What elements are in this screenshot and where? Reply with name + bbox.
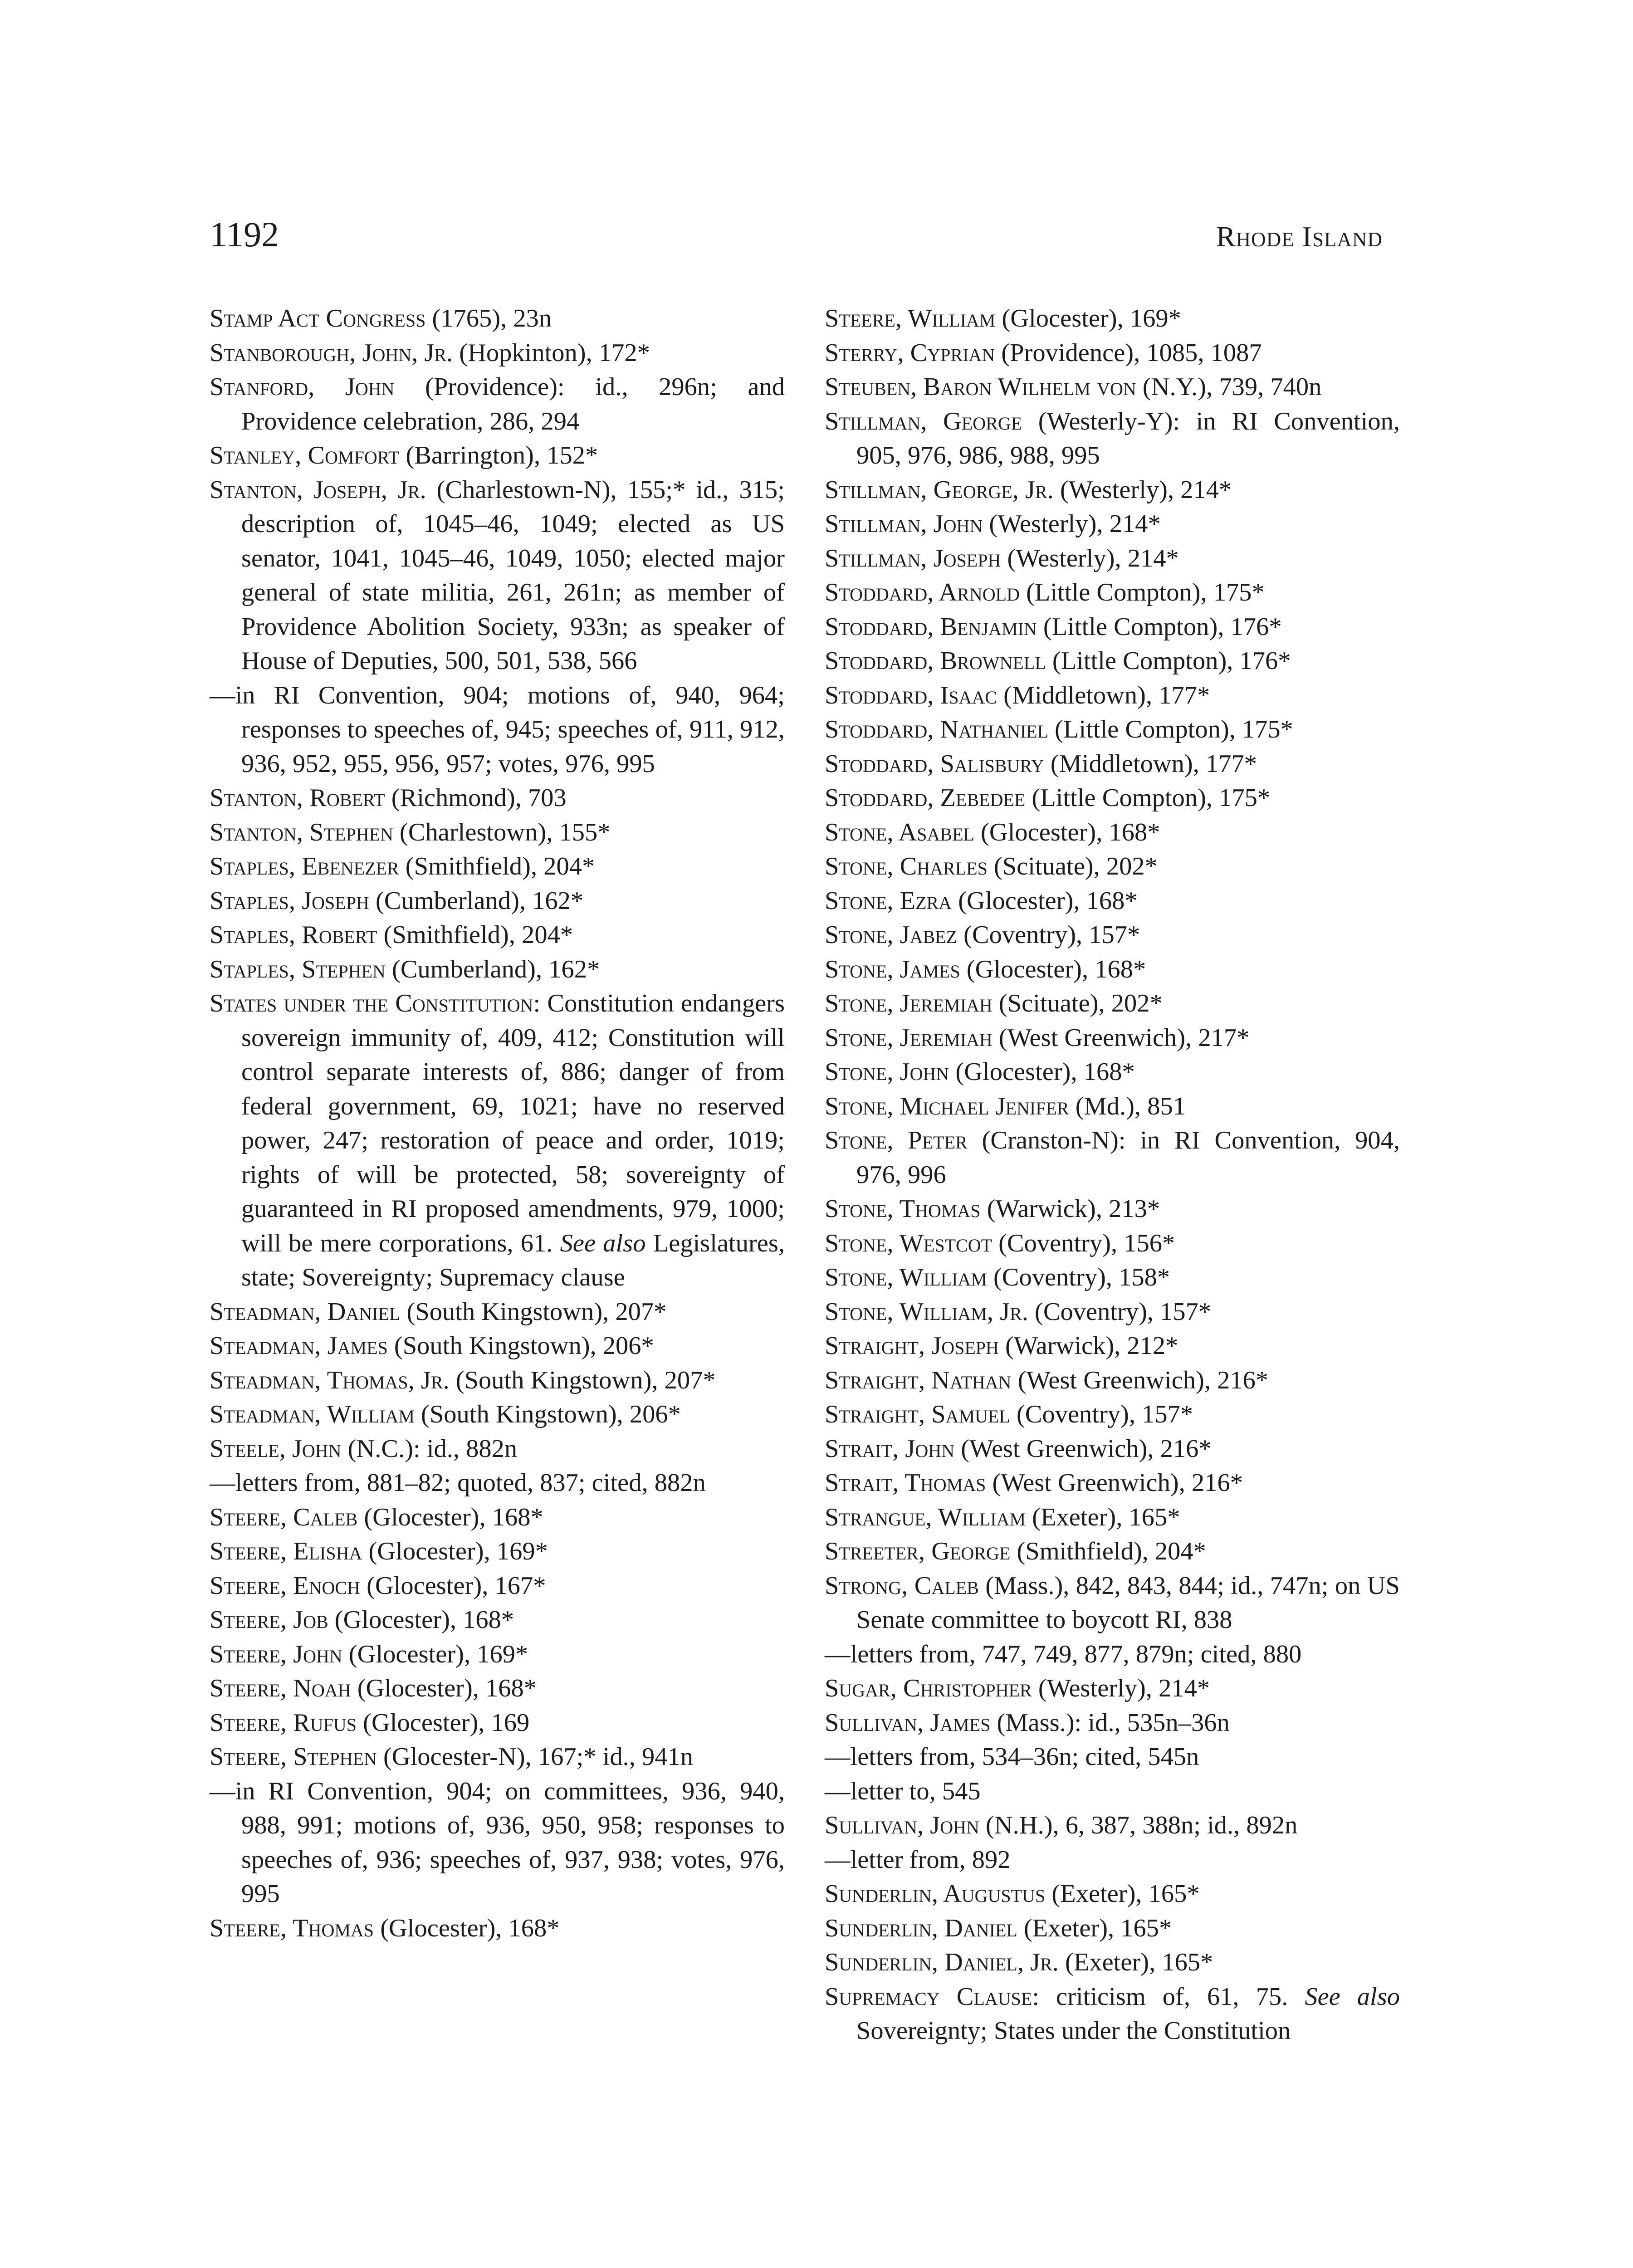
index-entry xyxy=(825,370,1400,405)
index-entry xyxy=(825,507,1400,542)
index-entry xyxy=(825,1398,1400,1432)
entry-text: (Glocester), 169* xyxy=(342,1640,528,1668)
see-also-label: See also xyxy=(560,1229,646,1257)
index-entry xyxy=(825,576,1400,610)
entry-text: (Little Compton), 176* xyxy=(1046,647,1291,675)
entry-text: (Cumberland), 162* xyxy=(369,886,584,915)
index-entry xyxy=(825,1911,1400,1946)
entry-text: (Coventry), 158* xyxy=(987,1263,1170,1291)
entry-text: (Little Compton), 176* xyxy=(1037,612,1282,641)
index-entry xyxy=(825,1672,1400,1706)
index-entry xyxy=(825,1637,1400,1672)
entry-name: Stanton, Stephen xyxy=(210,818,393,846)
entry-name: Supremacy Clause xyxy=(825,1982,1032,2011)
entry-text: (1765), 23n xyxy=(425,304,552,332)
entry-name: Stoddard, Benjamin xyxy=(825,612,1037,641)
index-entry xyxy=(825,302,1400,336)
entry-name: Steadman, William xyxy=(210,1400,415,1428)
index-entry xyxy=(825,473,1400,508)
index-entry xyxy=(825,781,1400,816)
entry-text: —in RI Convention, 904; motions of, 940, 964; responses to speeches of, 945; speeches of, 911, 912, 936, 952, 955, 956, 957; votes, 976, 995 xyxy=(210,681,785,778)
index-entry xyxy=(210,336,785,371)
index-entry xyxy=(825,1569,1400,1637)
entry-name: Steere, Noah xyxy=(210,1674,351,1702)
index-entry xyxy=(210,1329,785,1364)
page-number: 1192 xyxy=(210,215,279,254)
entry-text: —letters from, 747, 749, 877, 879n; cited, 880 xyxy=(825,1640,1302,1668)
index-entry xyxy=(825,850,1400,884)
entry-name: Stone, Thomas xyxy=(825,1195,981,1223)
entry-name: Stamp Act Congress xyxy=(210,304,426,332)
entry-name: Stone, Westcot xyxy=(825,1229,993,1257)
see-also-label: See also xyxy=(1305,1982,1400,2011)
entry-text: (Little Compton), 175* xyxy=(1019,578,1265,606)
index-entry xyxy=(825,1227,1400,1261)
entry-text: (Charlestown), 155* xyxy=(393,818,611,846)
entry-name: Stoddard, Brownell xyxy=(825,647,1046,675)
entry-name: Straight, Joseph xyxy=(825,1332,999,1360)
index-entry xyxy=(825,644,1400,679)
index-entry xyxy=(825,1843,1400,1877)
entry-name: Steere, Elisha xyxy=(210,1537,362,1565)
index-entry xyxy=(825,1809,1400,1843)
entry-name: Stillman, George, Jr. xyxy=(825,475,1054,504)
entry-name: Sunderlin, Augustus xyxy=(825,1880,1046,1908)
entry-text: (Providence), 1085, 1087 xyxy=(995,338,1262,367)
index-entry xyxy=(210,1911,785,1946)
entry-name: Stanley, Comfort xyxy=(210,441,400,469)
entry-text: (Md.), 851 xyxy=(1069,1092,1186,1120)
entry-text: (South Kingstown), 206* xyxy=(414,1400,681,1428)
entry-text: (Warwick), 213* xyxy=(980,1195,1160,1223)
entry-text: (West Greenwich), 216* xyxy=(986,1469,1243,1497)
entry-text: (Hopkinton), 172* xyxy=(453,338,650,367)
entry-text: (N.Y.), 739, 740n xyxy=(1136,373,1322,401)
index-entry xyxy=(210,918,785,953)
entry-name: Steele, John xyxy=(210,1434,342,1463)
entry-name: Steere, John xyxy=(210,1640,342,1668)
index-column-left xyxy=(210,302,785,1945)
entry-text: (Glocester), 169* xyxy=(362,1537,548,1565)
entry-text: (Glocester), 168* xyxy=(374,1914,560,1942)
entry-name: Steere, Caleb xyxy=(210,1503,358,1531)
see-also-text: Legislatures, state; Sovereignty; Supremacy clause xyxy=(241,1229,785,1291)
index-entry xyxy=(210,1774,785,1911)
entry-name: Steere, Stephen xyxy=(210,1743,377,1771)
index-entry xyxy=(825,1740,1400,1774)
index-entry xyxy=(210,1295,785,1330)
index-entry xyxy=(825,747,1400,782)
entry-name: Sugar, Christopher xyxy=(825,1674,1032,1702)
entry-name: Stanton, Robert xyxy=(210,784,385,812)
index-entry xyxy=(210,781,785,816)
entry-text: (Glocester), 169 xyxy=(357,1708,530,1737)
entry-name: Staples, Joseph xyxy=(210,886,369,915)
entry-text: (Middletown), 177* xyxy=(997,681,1210,709)
index-entry xyxy=(210,884,785,919)
entry-text: (Westerly-Y): in RI Convention, 905, 976, 986, 988, 995 xyxy=(856,407,1400,469)
see-also-text: Sovereignty; States under the Constitution xyxy=(856,2017,1291,2045)
index-entry xyxy=(210,850,785,884)
entry-text: (Coventry), 157* xyxy=(1010,1400,1193,1428)
entry-text: (Exeter), 165* xyxy=(1058,1948,1213,1976)
entry-name: Stone, John xyxy=(825,1058,949,1086)
entry-text: (Glocester), 169* xyxy=(995,304,1181,332)
index-entry xyxy=(825,1535,1400,1569)
index-entry xyxy=(210,1672,785,1706)
entry-name: Stone, Asabel xyxy=(825,818,974,846)
entry-text: (South Kingstown), 207* xyxy=(400,1297,667,1326)
index-entry xyxy=(210,302,785,336)
entry-name: Staples, Ebenezer xyxy=(210,852,399,880)
entry-name: Strong, Caleb xyxy=(825,1571,979,1600)
entry-name: Stanford, John xyxy=(210,373,395,401)
entry-name: Stone, William, Jr. xyxy=(825,1297,1028,1326)
index-entry xyxy=(210,1432,785,1466)
entry-name: Stone, Peter xyxy=(825,1126,968,1154)
index-entry xyxy=(825,1021,1400,1056)
index-entry xyxy=(210,1364,785,1398)
entry-text: —in RI Convention, 904; on committees, 936, 940, 988, 991; motions of, 936, 950, 958; responses to speeches of, 936; speeches of, 937, 938; votes, 976, 995 xyxy=(210,1777,785,1908)
entry-name: Stone, Jabez xyxy=(825,921,958,949)
entry-text: (Little Compton), 175* xyxy=(1025,784,1271,812)
index-entry xyxy=(825,1501,1400,1535)
index-entry xyxy=(825,542,1400,576)
entry-name: Strait, Thomas xyxy=(825,1469,986,1497)
entry-text: (Mass.): id., 535n–36n xyxy=(990,1708,1230,1737)
entry-name: Sullivan, James xyxy=(825,1708,991,1737)
index-entry xyxy=(825,1090,1400,1124)
entry-text: (West Greenwich), 216* xyxy=(954,1434,1212,1463)
entry-text: (Westerly), 214* xyxy=(1001,544,1179,572)
entry-text: (Charlestown-N), 155;* id., 315; description of, 1045–46, 1049; elected as US senator, 1041, 1045–46, 1049, 1050; elected major general of state militia, 261, 261n; as member of Providence Abolition Society, 933n; as speaker of House of Deputies, 500, 501, 538, 566 xyxy=(241,475,785,675)
index-entry xyxy=(825,679,1400,713)
entry-text: —letter to, 545 xyxy=(825,1777,981,1805)
entry-name: Straight, Samuel xyxy=(825,1400,1010,1428)
entry-name: Sterry, Cyprian xyxy=(825,338,995,367)
entry-name: Stone, Jeremiah xyxy=(825,1023,993,1052)
entry-name: Stoddard, Salisbury xyxy=(825,749,1044,778)
index-entry xyxy=(825,1877,1400,1911)
index-entry xyxy=(825,1706,1400,1740)
entry-text: (Glocester), 168* xyxy=(949,1058,1135,1086)
index-entry xyxy=(210,473,785,679)
entry-text: (Glocester), 168* xyxy=(974,818,1160,846)
entry-text: (Smithfield), 204* xyxy=(1010,1537,1206,1565)
index-entry xyxy=(825,1192,1400,1227)
index-entry xyxy=(825,884,1400,919)
entry-name: Steere, Job xyxy=(210,1606,328,1634)
entry-text: (Glocester), 167* xyxy=(360,1571,546,1600)
entry-text: —letters from, 881–82; quoted, 837; cited, 882n xyxy=(210,1469,706,1497)
entry-name: Sunderlin, Daniel, Jr. xyxy=(825,1948,1059,1976)
index-entry xyxy=(210,987,785,1295)
entry-name: Steadman, James xyxy=(210,1332,388,1360)
entry-text: (Providence): id., 296n; and Providence celebration, 286, 294 xyxy=(241,373,785,435)
entry-text: —letter from, 892 xyxy=(825,1845,1011,1874)
entry-text: (Richmond), 703 xyxy=(385,784,567,812)
entry-name: Strait, John xyxy=(825,1434,955,1463)
index-entry xyxy=(210,1637,785,1672)
entry-name: Stoddard, Arnold xyxy=(825,578,1020,606)
index-column-right xyxy=(825,302,1400,2048)
entry-name: Sunderlin, Daniel xyxy=(825,1914,1017,1942)
index-entry xyxy=(210,1706,785,1740)
entry-text: (West Greenwich), 217* xyxy=(992,1023,1250,1052)
index-entry xyxy=(825,987,1400,1021)
entry-name: Stillman, John xyxy=(825,510,983,538)
entry-name: Stone, Ezra xyxy=(825,886,952,915)
entry-text: (Smithfield), 204* xyxy=(377,921,573,949)
entry-text: (N.C.): id., 882n xyxy=(341,1434,518,1463)
entry-text: (Westerly), 214* xyxy=(1053,475,1232,504)
entry-text: (Exeter), 165* xyxy=(1026,1503,1180,1531)
entry-text: (Exeter), 165* xyxy=(1017,1914,1172,1942)
entry-text: (Westerly), 214* xyxy=(983,510,1161,538)
index-entry xyxy=(825,953,1400,987)
index-entry xyxy=(210,439,785,473)
entry-name: Stone, Charles xyxy=(825,852,988,880)
entry-text: (Coventry), 156* xyxy=(992,1229,1175,1257)
entry-text: (Exeter), 165* xyxy=(1045,1880,1200,1908)
index-entry xyxy=(825,1329,1400,1364)
entry-text: (Smithfield), 204* xyxy=(399,852,595,880)
entry-text: (Glocester-N), 167;* id., 941n xyxy=(376,1743,693,1771)
entry-text: (West Greenwich), 216* xyxy=(1011,1366,1269,1394)
entry-text: (Coventry), 157* xyxy=(957,921,1140,949)
index-entry xyxy=(210,1398,785,1432)
entry-text: (Glocester), 168* xyxy=(328,1606,514,1634)
index-entry xyxy=(825,1295,1400,1330)
entry-name: Staples, Robert xyxy=(210,921,377,949)
index-entry xyxy=(825,1124,1400,1192)
entry-name: Steadman, Thomas, Jr. xyxy=(210,1366,450,1394)
entry-text: (Barrington), 152* xyxy=(399,441,598,469)
entry-text: (South Kingstown), 207* xyxy=(449,1366,716,1394)
entry-text: (Cumberland), 162* xyxy=(385,955,600,983)
index-entry xyxy=(210,1535,785,1569)
entry-name: Steadman, Daniel xyxy=(210,1297,401,1326)
index-entry xyxy=(825,336,1400,371)
index-entry xyxy=(210,953,785,987)
index-entry xyxy=(825,1466,1400,1501)
entry-text: : criticism of, 61, 75. xyxy=(1032,1982,1305,2011)
entry-name: Stoddard, Isaac xyxy=(825,681,997,709)
index-entry xyxy=(210,370,785,439)
entry-name: Steuben, Baron Wilhelm von xyxy=(825,373,1136,401)
entry-text: (Westerly), 214* xyxy=(1032,1674,1210,1702)
entry-text: : Constitution endangers sovereign immunity of, 409, 412; Constitution will control separate interests of, 886; danger of from federal government, 69, 1021; have no reserved power, 247; restoration of peace and order, 1019; rights of will be protected, 58; sovereignty of guaranteed in RI proposed amendments, 979, 1000; will be mere corporations, 61. xyxy=(241,989,785,1257)
entry-name: Stone, William xyxy=(825,1263,987,1291)
entry-name: Stone, James xyxy=(825,955,960,983)
entry-text: (Little Compton), 175* xyxy=(1048,715,1293,743)
entry-text: (South Kingstown), 206* xyxy=(387,1332,654,1360)
entry-text: (Scituate), 202* xyxy=(992,989,1163,1017)
entry-name: Stoddard, Zebedee xyxy=(825,784,1026,812)
index-entry xyxy=(825,1945,1400,1980)
index-entry xyxy=(825,1774,1400,1809)
entry-name: Stone, Jeremiah xyxy=(825,989,993,1017)
entry-name: Straight, Nathan xyxy=(825,1366,1012,1394)
entry-text: (Glocester), 168* xyxy=(351,1674,537,1702)
index-entry xyxy=(825,1980,1400,2048)
index-entry xyxy=(825,713,1400,747)
entry-text: —letters from, 534–36n; cited, 545n xyxy=(825,1743,1199,1771)
entry-name: Strangue, William xyxy=(825,1503,1026,1531)
entry-name: Steere, Rufus xyxy=(210,1708,357,1737)
entry-name: Staples, Stephen xyxy=(210,955,386,983)
entry-text: (Glocester), 168* xyxy=(960,955,1146,983)
entry-name: Stanborough, John, Jr. xyxy=(210,338,453,367)
entry-text: (Glocester), 168* xyxy=(952,886,1138,915)
entry-name: Steere, Thomas xyxy=(210,1914,374,1942)
entry-name: Stillman, George xyxy=(825,407,1022,435)
entry-text: (Middletown), 177* xyxy=(1044,749,1257,778)
entry-text: (Cranston-N): in RI Convention, 904, 976, 996 xyxy=(856,1126,1400,1189)
entry-text: (Coventry), 157* xyxy=(1028,1297,1212,1326)
entry-name: Steere, William xyxy=(825,304,996,332)
entry-text: (Mass.), 842, 843, 844; id., 747n; on US Senate committee to boycott RI, 838 xyxy=(856,1571,1400,1634)
index-entry xyxy=(825,405,1400,473)
entry-name: Steere, Enoch xyxy=(210,1571,360,1600)
entry-name: States under the Constitution xyxy=(210,989,533,1017)
running-head: Rhode Island xyxy=(1216,220,1383,253)
index-entry xyxy=(210,1466,785,1501)
entry-name: Stanton, Joseph, Jr. xyxy=(210,475,426,504)
index-entry xyxy=(825,610,1400,645)
entry-text: (Scituate), 202* xyxy=(987,852,1158,880)
entry-name: Stillman, Joseph xyxy=(825,544,1001,572)
index-entry xyxy=(210,679,785,782)
entry-name: Stoddard, Nathaniel xyxy=(825,715,1049,743)
entry-text: (N.H.), 6, 387, 388n; id., 892n xyxy=(979,1811,1298,1839)
index-entry xyxy=(210,1603,785,1637)
index-entry xyxy=(210,816,785,850)
index-entry xyxy=(825,1432,1400,1466)
index-entry xyxy=(210,1740,785,1774)
entry-text: (Warwick), 212* xyxy=(998,1332,1178,1360)
index-entry xyxy=(210,1569,785,1603)
index-entry xyxy=(825,816,1400,850)
index-entry xyxy=(210,1501,785,1535)
index-entry xyxy=(825,918,1400,953)
entry-name: Sullivan, John xyxy=(825,1811,979,1839)
entry-text: (Glocester), 168* xyxy=(357,1503,543,1531)
index-entry xyxy=(825,1364,1400,1398)
index-entry xyxy=(825,1055,1400,1090)
entry-name: Stone, Michael Jenifer xyxy=(825,1092,1069,1120)
entry-name: Streeter, George xyxy=(825,1537,1011,1565)
index-entry xyxy=(825,1261,1400,1295)
